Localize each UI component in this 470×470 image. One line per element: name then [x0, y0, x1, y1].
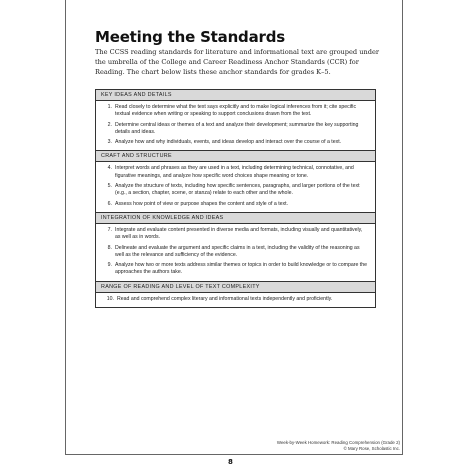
- page-number: 8: [228, 458, 233, 466]
- standard-text: Analyze the structure of texts, including how specific sentences, paragraphs, and larger portions of the text (e.g., a section, chapter, scene, or stanza) relate to each other and the whole.: [115, 183, 360, 197]
- standard-item: [102, 227, 369, 242]
- page-title: Meeting the Standards: [95, 28, 285, 46]
- standard-text: Read and comprehend complex literary and informational texts independently and proficiently.: [117, 295, 333, 302]
- standard-text: Analyze how and why individuals, events, and ideas develop and interact over the course of a text.: [115, 139, 342, 146]
- footer-credit: [277, 440, 400, 452]
- standard-number: 1.: [107, 104, 112, 110]
- standard-text: Assess how point of view or purpose shapes the content and style of a text.: [115, 200, 289, 207]
- standard-text: Integrate and evaluate content presented in diverse media and formats, including visually and quantitatively, as well as in words.: [115, 226, 363, 241]
- standard-number: 10.: [106, 295, 114, 302]
- standard-item: [102, 262, 369, 277]
- standard-text: Read closely to determine what the text says explicitly and to make logical inferences from it; cite specific textual evidence when writing or speaking to support conclusions drawn from the text.: [115, 104, 357, 118]
- section-header-craft-structure: CRAFT AND STRUCTURE: [96, 150, 375, 162]
- standard-text: Delineate and evaluate the argument and specific claims in a text, including the validity of the reasoning as well as the relevance and sufficiency of the evidence.: [115, 244, 360, 258]
- section-header-key-ideas: KEY IDEAS AND DETAILS: [96, 90, 375, 101]
- standard-number: 6.: [107, 200, 112, 207]
- standard-number: 2.: [107, 121, 112, 128]
- section-body-key-ideas: [96, 101, 375, 150]
- standard-item: [102, 201, 369, 208]
- section-body-range-complexity: [96, 293, 375, 307]
- standard-item: [102, 104, 369, 119]
- standard-number: 5.: [107, 183, 112, 190]
- standard-number: 9.: [107, 262, 112, 269]
- standard-text: Determine central ideas or themes of a text and analyze their development; summarize the key supporting details and ideas.: [115, 121, 359, 135]
- standard-number: 4.: [107, 165, 112, 172]
- standard-text: Analyze how two or more texts address similar themes or topics in order to build knowledge or to compare the approaches the authors take.: [115, 262, 367, 276]
- credit-line: Week-by-Week Homework: Reading Comprehension (Grade 2): [276, 440, 400, 445]
- standard-number: 7.: [107, 226, 112, 233]
- intro-paragraph: The CCSS reading standards for literature and informational text are grouped under the umbrella of the College and Career Readiness Anchor Standards (CCR) for Reading. The chart below lists these anchor standards for grades K–5.: [95, 48, 380, 76]
- standards-table: [95, 89, 376, 308]
- copyright-line: © Mary Rose, Scholastic Inc.: [343, 446, 400, 451]
- standard-item: [102, 139, 369, 146]
- section-body-craft-structure: [96, 162, 375, 211]
- standard-text: Interpret words and phrases as they are used in a text, including determining technical, connotative, and figurative meanings, and analyze how specific word choices shape meaning or tone.: [115, 165, 354, 179]
- section-header-integration: INTEGRATION OF KNOWLEDGE AND IDEAS: [96, 212, 375, 224]
- section-header-range-complexity: RANGE OF READING AND LEVEL OF TEXT COMPLEXITY: [96, 281, 375, 293]
- standard-item: [102, 183, 369, 198]
- standard-number: 3.: [107, 139, 112, 146]
- standard-item: [102, 122, 369, 137]
- standard-item: [102, 245, 369, 260]
- section-body-integration: [96, 224, 375, 281]
- standard-number: 8.: [107, 244, 112, 251]
- standard-item: [102, 165, 369, 180]
- standard-item: [102, 296, 369, 303]
